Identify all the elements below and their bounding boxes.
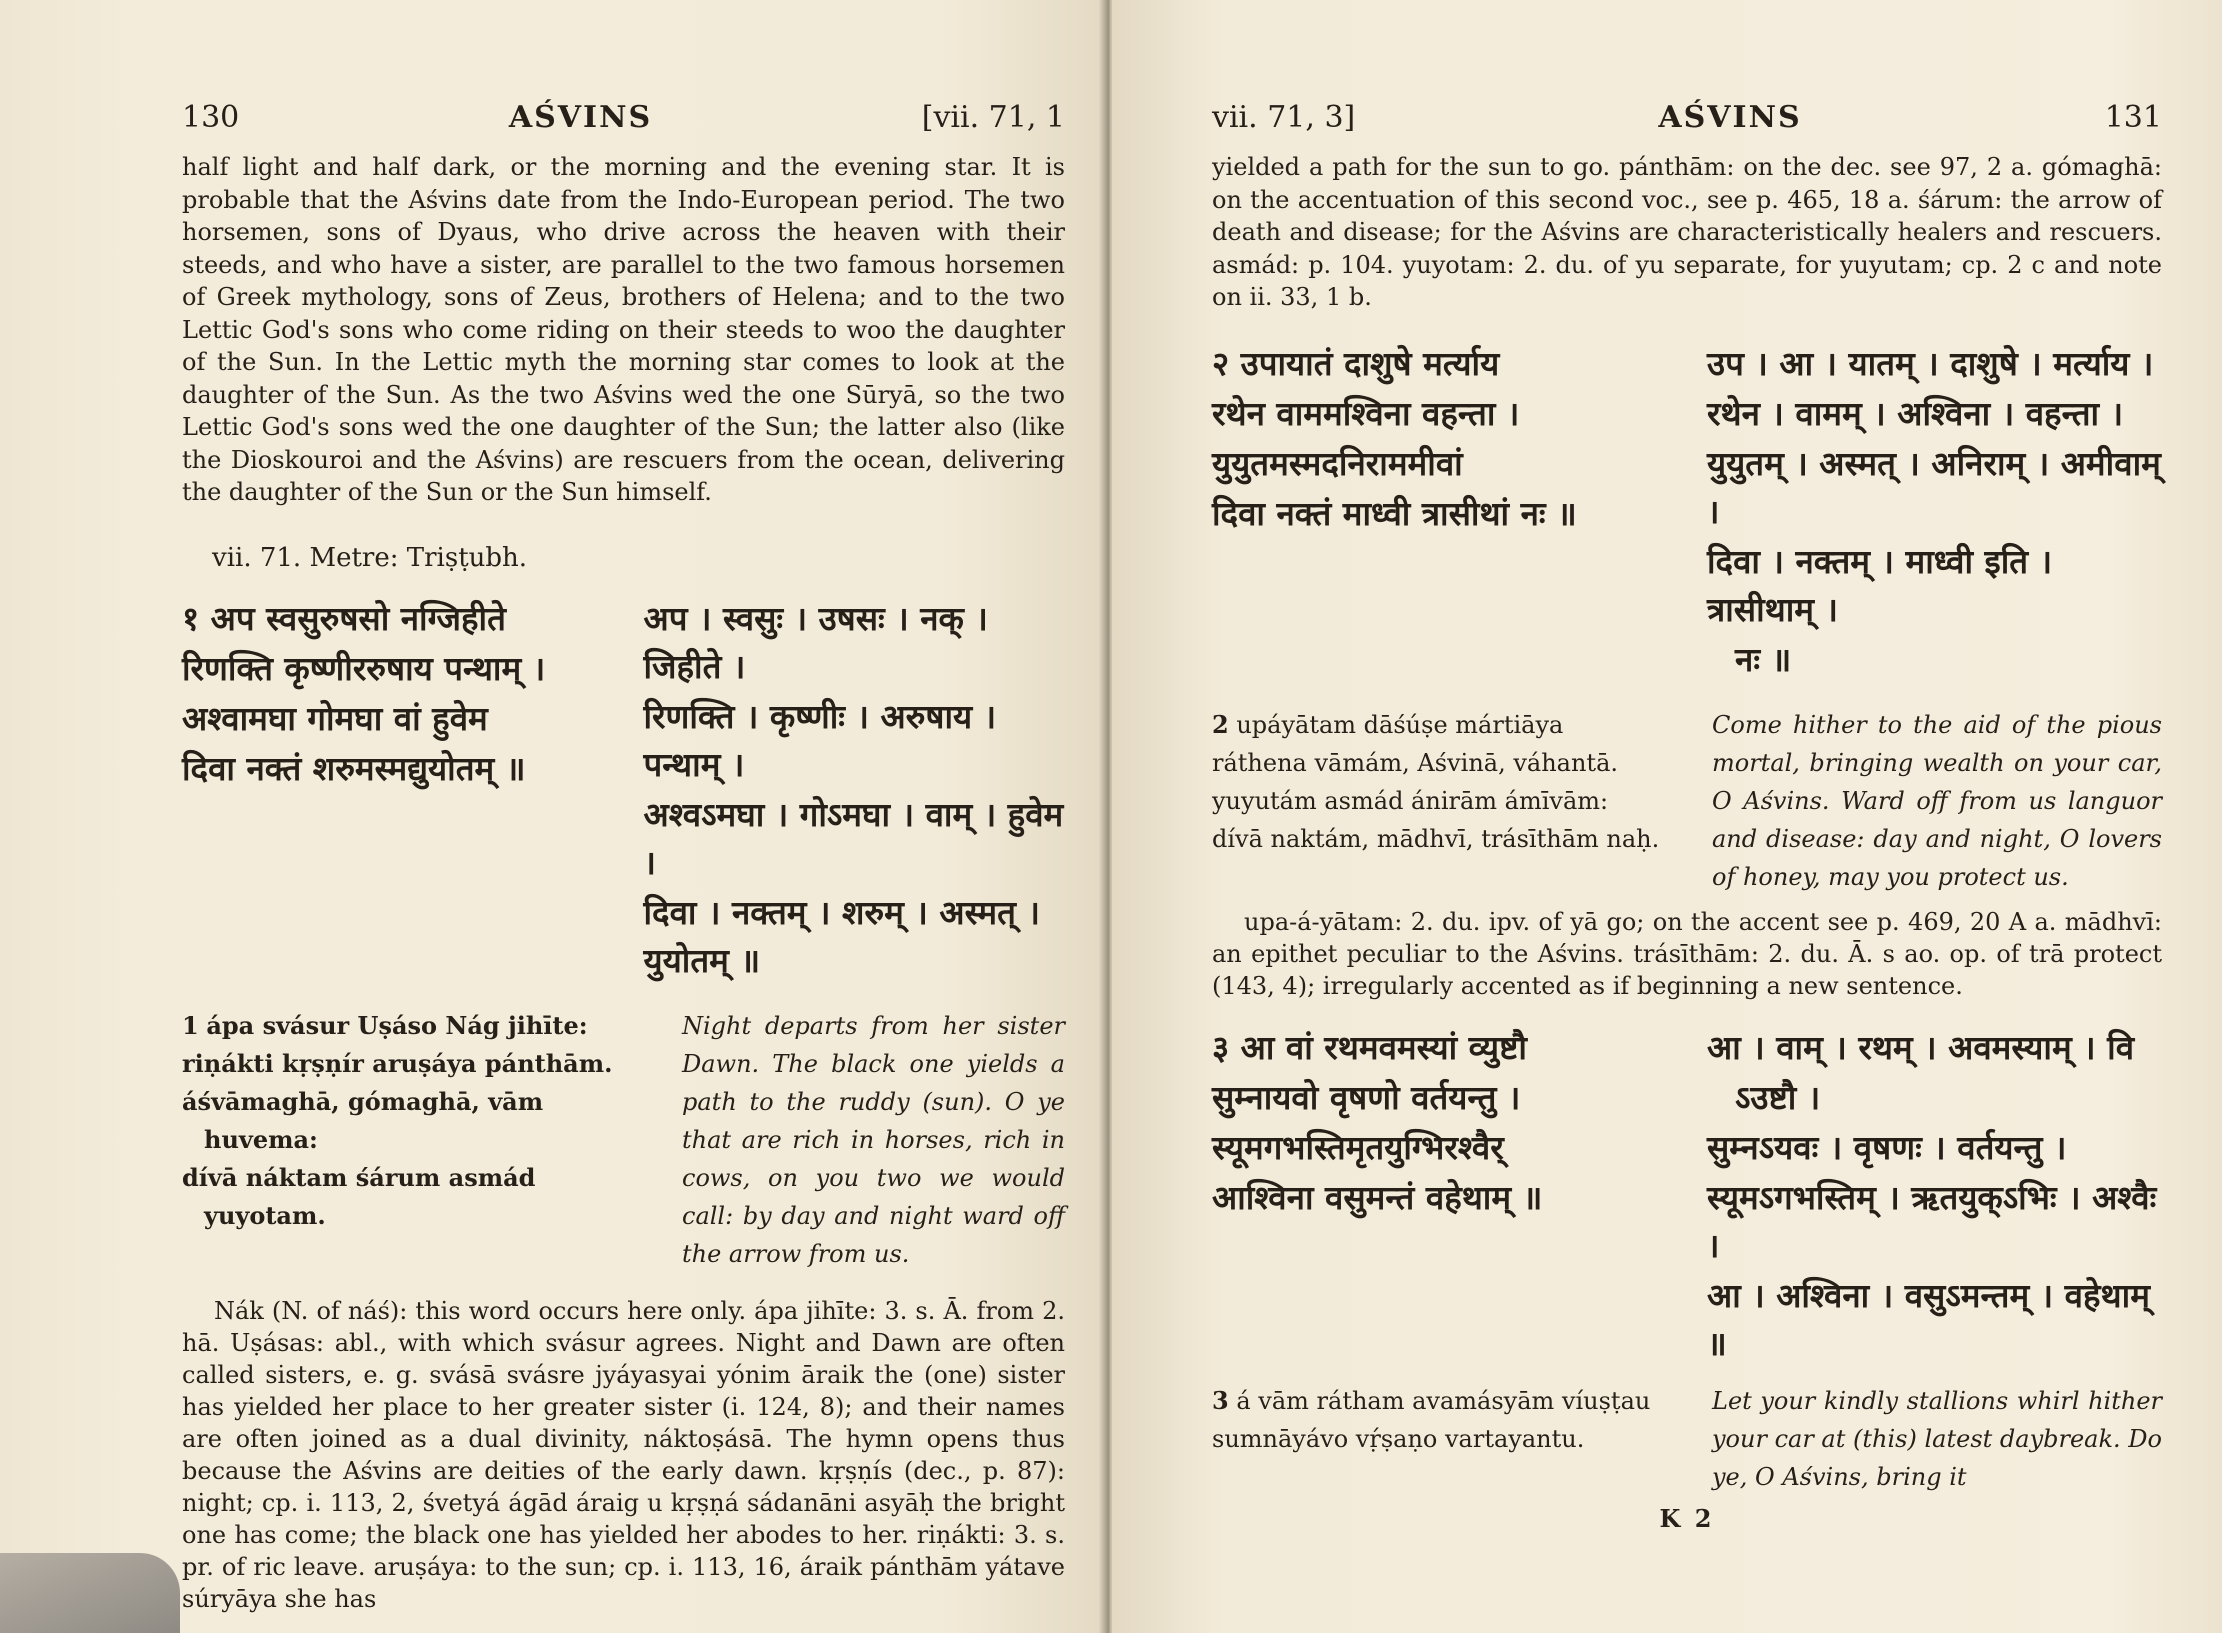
verse1-devanagari bbox=[182, 595, 1065, 987]
roman-line: upáyātam dāśúṣe mártiāya bbox=[1236, 710, 1564, 739]
verse2-english: Come hither to the aid of the pious mortal, bringing wealth on your car, O Aśvins. Ward off from us languor and disease: day and night, O lovers of honey, may you protect us. bbox=[1712, 710, 2162, 891]
running-title: AŚVINS bbox=[508, 100, 653, 135]
samhita-line: सुम्नायवो वृषणो वर्तयन्तु । bbox=[1212, 1077, 1521, 1117]
roman-line: yuyutám asmád ánirām ámīvām: bbox=[1212, 786, 1609, 815]
pada-line: आ । वाम् । रथम् । अवमस्याम् । वि bbox=[1707, 1027, 2135, 1067]
verse2-devanagari bbox=[1212, 340, 2162, 686]
verse-number: 1 bbox=[182, 1010, 199, 1040]
pada-line: रथेन । वामम् । अश्विना । वहन्ता । bbox=[1707, 393, 2124, 433]
pada-line: रिणक्ति । कृष्णीः । अरुषाय । पन्थाम् । bbox=[643, 696, 997, 784]
verse3-samhita bbox=[1212, 1024, 1667, 1370]
verse1-notes: Nák (N. of náś): this word occurs here only. ápa jihīte: 3. s. Ā. from 2. hā. Uṣásas: abl., with which svásur agrees. Night and Dawn are often called sisters, e. g. svásā svásre jyáyasyai yónim āraik the (one) sister has yielded her place to her greater sister (i. 124, 8); and their names are often joined as a dual divinity, náktoṣásā. The hymn opens thus because the Aśvins are deities of the early dawn. kṛṣṇís (dec., p. 87): night; cp. i. 113, 2, śvetyá ágād áraig u kṛṣṇá sádanāni asyāḥ the bright one has come; the black one has yielded her abodes to her. riṇákti: 3. s. pr. of ric leave. aruṣáya: to the sun; cp. i. 113, 16, áraik pánthām yátave súryāya she has bbox=[182, 1296, 1065, 1613]
page-number: 130 bbox=[182, 100, 240, 135]
verse2-translation bbox=[1212, 706, 2162, 896]
pada-line: आ । अश्विना । वसुऽमन्तम् । वहेथाम् ॥ bbox=[1707, 1275, 2150, 1363]
roman-line: ráthena vāmám, Aśvinā, váhantā. bbox=[1212, 748, 1619, 777]
samhita-line: आश्विना वसुमन्तं वहेथाम् ॥ bbox=[1212, 1177, 1543, 1217]
pada-line: ऽउष्टौ । bbox=[1735, 1077, 1821, 1117]
samhita-line: १ अप स्वसुरुषसो नग्जिहीते bbox=[182, 598, 506, 638]
pada-line: नः ॥ bbox=[1735, 639, 1792, 679]
samhita-line: दिवा नक्तं शरुमस्मद्युयोतम् ॥ bbox=[182, 748, 526, 788]
verse-number: 2 bbox=[1212, 709, 1229, 739]
pada-line: अप । स्वसुः । उषसः । नक् । जिहीते । bbox=[643, 598, 988, 686]
right-page bbox=[1112, 0, 2222, 1633]
roman-line: sumnāyávo vṛ́ṣaṇo vartayantu. bbox=[1212, 1424, 1585, 1453]
samhita-line: युयुतमस्मदनिराममीवां bbox=[1212, 443, 1463, 483]
roman-line: dívā náktam śárum asmád yuyotam. bbox=[182, 1162, 536, 1230]
verse3-pada bbox=[1707, 1024, 2162, 1370]
samhita-line: स्यूमगभस्तिमृतयुग्भिरश्वैर् bbox=[1212, 1127, 1504, 1167]
verse2-samhita bbox=[1212, 340, 1667, 686]
verse2-notes: upa-á-yātam: 2. du. ipv. of yā go; on the accent see p. 469, 20 A a. mādhvī: an epithet peculiar to the Aśvins. trásīthām: 2. du. Ā. s ao. op. of trā protect (143, 4); irregularly accented as if beginning a new sentence. bbox=[1212, 907, 2162, 1000]
verse1-samhita bbox=[182, 595, 604, 987]
left-page bbox=[0, 0, 1105, 1633]
verse3-roman bbox=[1212, 1382, 1682, 1496]
signature-mark: K 2 bbox=[1659, 1503, 1715, 1533]
pada-line: उप । आ । यातम् । दाशुषे । मर्त्याय । bbox=[1707, 343, 2154, 383]
verse3-devanagari bbox=[1212, 1024, 2162, 1370]
samhita-line: दिवा नक्तं माध्वी त्रासीथां नः ॥ bbox=[1212, 493, 1577, 533]
verse1-roman bbox=[182, 1007, 652, 1273]
pada-line: अश्वऽमघा । गोऽमघा । वाम् । हुवेम । bbox=[643, 794, 1064, 882]
section-ref: [vii. 71, 1 bbox=[921, 100, 1065, 135]
page-number: 131 bbox=[2104, 100, 2162, 135]
verse1-pada bbox=[644, 595, 1066, 987]
verse2-roman bbox=[1212, 706, 1682, 896]
pada-line: स्यूमऽगभस्तिम् । ऋतयुक्ऽभिः । अश्वैः । bbox=[1707, 1177, 2157, 1265]
verse-number: 3 bbox=[1212, 1385, 1229, 1415]
verse3-english: Let your kindly stallions whirl hither your car at (this) latest daybreak. Do ye, O Aśvins, bring it bbox=[1712, 1386, 2162, 1491]
samhita-line: २ उपायातं दाशुषे मर्त्याय bbox=[1212, 343, 1500, 383]
pada-line: युयुतम् । अस्मत् । अनिराम् । अमीवाम् । bbox=[1707, 443, 2161, 531]
metre-heading: vii. 71. Metre: Triṣṭubh. bbox=[212, 542, 528, 573]
intro-paragraph: yielded a path for the sun to go. pánthām: on the dec. see 97, 2 a. gómaghā: on the accentuation of this second voc., see p. 465, 18 a. śárum: the arrow of death and disease; for the Aśvins are characteristically healers and rescuers. asmád: p. 104. yuyotam: 2. du. of yu separate, for yuyutam; cp. 2 c and note on ii. 33, 1 b. bbox=[1212, 153, 2162, 311]
pada-line: सुम्नऽयवः । वृषणः । वर्तयन्तु । bbox=[1707, 1127, 2067, 1167]
roman-line: áśvāmaghā, gómaghā, vām huvema: bbox=[182, 1086, 544, 1154]
left-header bbox=[182, 100, 1065, 135]
corner-object bbox=[0, 1553, 180, 1633]
roman-line: riṇákti kṛṣṇír aruṣáya pánthām. bbox=[182, 1048, 613, 1078]
samhita-line: रथेन वाममश्विना वहन्ता । bbox=[1212, 393, 1520, 433]
intro-paragraph: half light and half dark, or the morning and the evening star. It is probable that the Aśvins date from the Indo-European period. The two horsemen, sons of Dyaus, who drive across the heaven with their steeds, and who have a sister, are parallel to the two famous horsemen of Greek mythology, sons of Zeus, brothers of Helena; and to the two Lettic God's sons who come riding on their steeds to woo the daughter of the Sun. In the Lettic myth the morning star comes to look at the daughter of the Sun. As the two Aśvins wed the one Sūryā, so the two Lettic God's sons wed the one daughter of the Sun; the latter also (like the Dioskouroi and the Aśvins) are rescuers from the ocean, delivering the daughter of the Sun or the Sun himself. bbox=[182, 153, 1065, 506]
verse1-english: Night departs from her sister Dawn. The black one yields a path to the ruddy (sun). O ye that are rich in horses, rich in cows, on you two we would call: by day and night ward off the arrow from us. bbox=[682, 1011, 1065, 1268]
roman-line: dívā naktám, mādhvī, trásīthām naḥ. bbox=[1212, 824, 1660, 853]
verse3-translation bbox=[1212, 1382, 2162, 1496]
section-ref: vii. 71, 3] bbox=[1212, 100, 1356, 135]
samhita-line: ३ आ वां रथमवमस्यां व्युष्टौ bbox=[1212, 1027, 1527, 1067]
verse2-pada bbox=[1707, 340, 2162, 686]
samhita-line: अश्वामघा गोमघा वां हुवेम bbox=[182, 698, 488, 738]
running-title: AŚVINS bbox=[1658, 100, 1802, 135]
right-header bbox=[1212, 100, 2162, 135]
verse1-translation bbox=[182, 1007, 1065, 1273]
roman-line: á vām rátham avamásyām víuṣṭau bbox=[1236, 1386, 1651, 1415]
samhita-line: रिणक्ति कृष्णीररुषाय पन्थाम् । bbox=[182, 648, 546, 688]
pada-line: दिवा । नक्तम् । माध्वी इति । त्रासीथाम् । bbox=[1707, 541, 2053, 629]
roman-line: ápa svásur Uṣáso Nág jihīte: bbox=[206, 1010, 588, 1040]
pada-line: दिवा । नक्तम् । शरुम् । अस्मत् । युयोतम् ॥ bbox=[643, 892, 1040, 980]
